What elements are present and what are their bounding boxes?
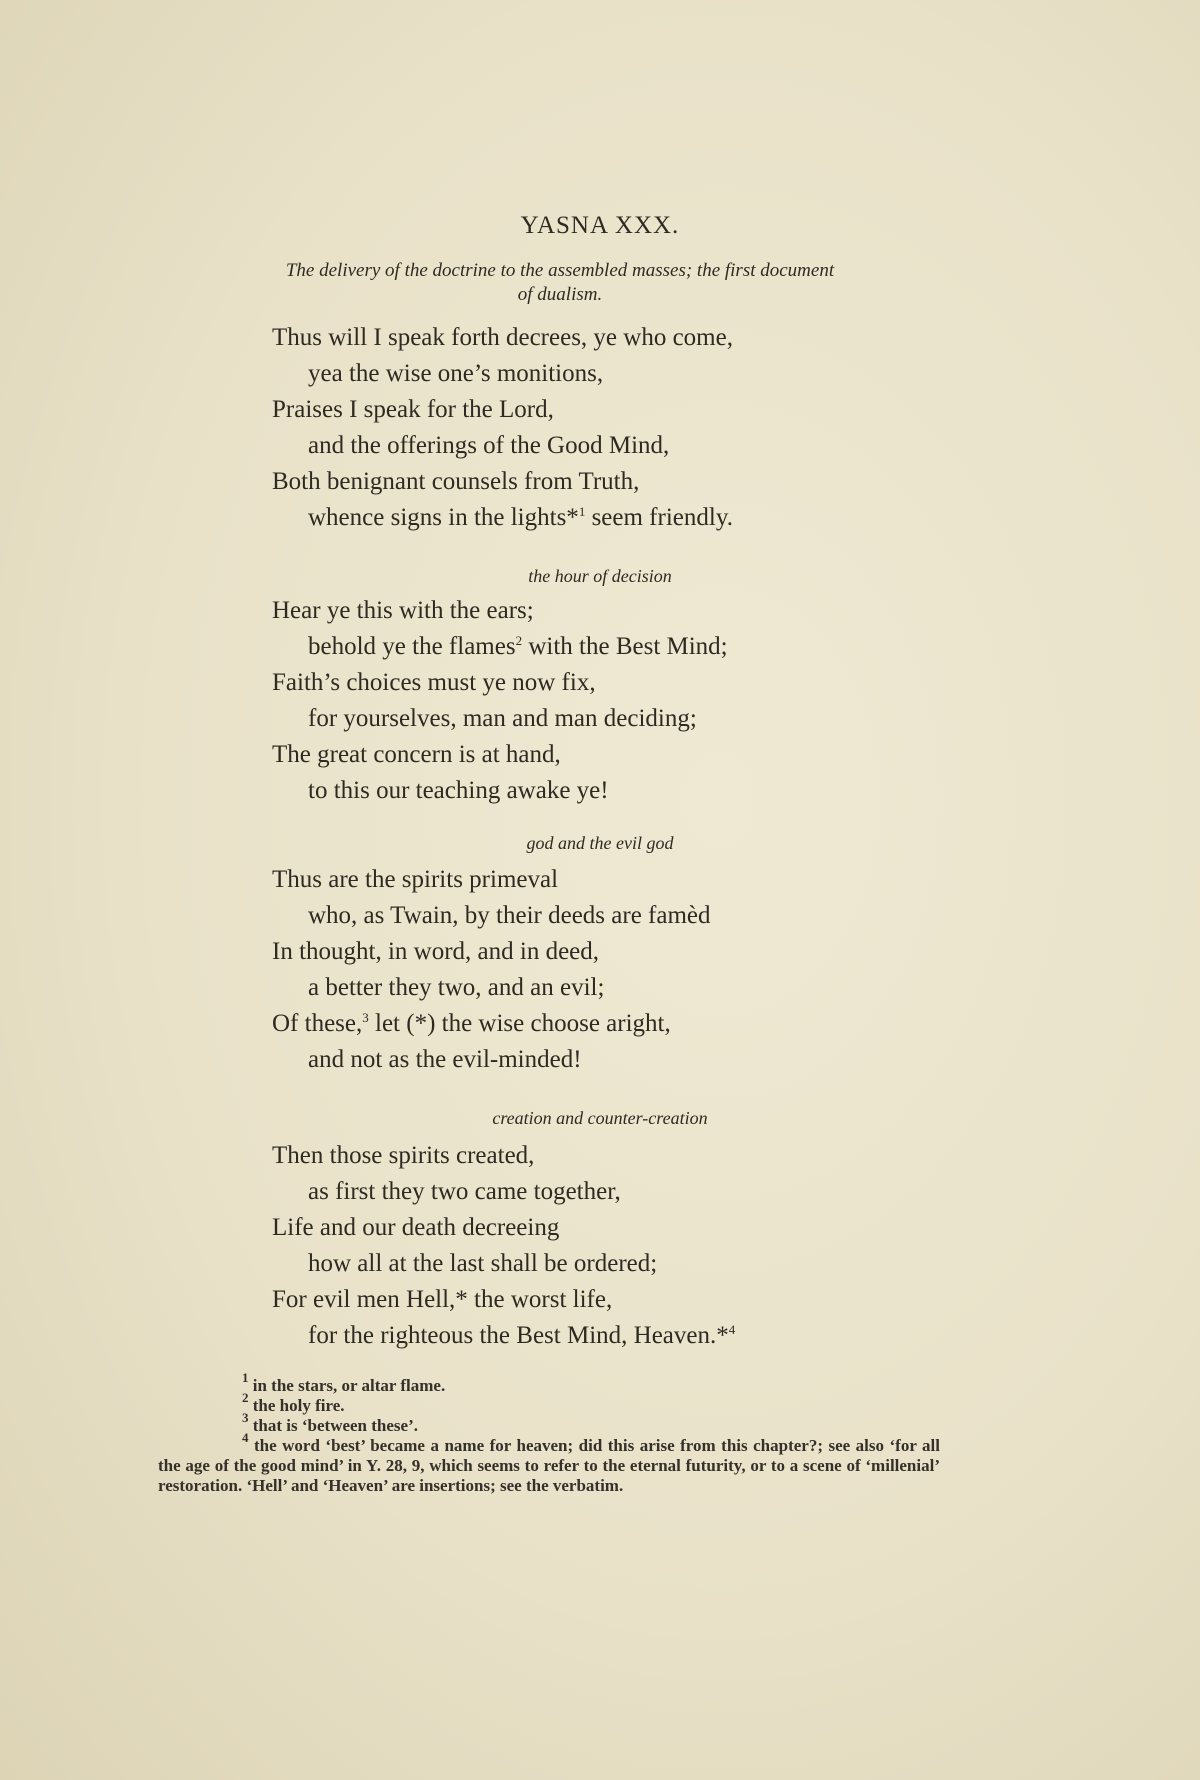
footnote-2 [158,1390,940,1416]
stanza-3 [272,862,972,1078]
section-heading: creation and counter-creation [492,1108,708,1128]
verse-line [272,1006,972,1042]
stanza-1 [272,320,972,536]
verse-line [272,629,972,665]
verse-line: Praises I speak for the Lord, [272,396,554,423]
verse-line: how all at the last shall be ordered; [308,1250,658,1277]
verse-line: Then those spirits created, [272,1142,535,1169]
verse-line: and the offerings of the Good Mind, [308,432,670,459]
verse-line: Both benignant counsels from Truth, [272,468,640,495]
verse-line: yea the wise one’s monitions, [308,360,604,387]
stanza-2 [272,593,972,809]
verse-line: to this our teaching awake ye! [308,777,609,804]
verse-line: In thought, in word, and in deed, [272,938,600,965]
section-heading: the hour of decision [528,566,672,586]
verse-text: behold ye the flames [308,633,516,660]
verse-line: for yourselves, man and man deciding; [308,705,697,732]
footnote-1 [158,1370,940,1396]
footnote-text: in the stars, or altar flame. [248,1376,446,1395]
footnote-3 [158,1410,940,1436]
footnote-ref: 4 [728,1322,736,1337]
verse-text: Of these, [272,1010,363,1037]
page-title: YASNA XXX. [520,212,680,239]
footnote-text: the word ‘best’ became a name for heaven; did this arise from this chapter?; see also ‘for all the age of the good mind’ in Y. 28, 9, which seems to refer to the eternal futurity, or to a scene of ‘millenial’ restoration. ‘Hell’ and ‘Heaven’ are insertions; see the verbatim. [158,1436,940,1495]
footnote-ref: 2 [515,633,523,648]
verse-text: let (*) the wise choose aright, [368,1010,671,1037]
verse-line: Hear ye this with the ears; [272,597,534,624]
footnote-4 [158,1430,940,1496]
verse-line: Thus are the spirits primeval [272,866,559,893]
verse-line: The great concern is at hand, [272,741,561,768]
footnote-ref: 1 [578,504,586,519]
footnote-mark: 3 [242,1410,249,1425]
verse-line: Life and our death decreeing [272,1214,560,1241]
verse-text: whence signs in the lights* [308,504,579,531]
verse-line: who, as Twain, by their deeds are famèd [308,902,711,929]
chapter-subtitle [160,259,960,307]
stanza-4 [272,1138,972,1354]
verse-line: Thus will I speak forth decrees, ye who come, [272,324,733,351]
verse-line: For evil men Hell,* the worst life, [272,1286,613,1313]
verse-line: Faith’s choices must ye now fix, [272,669,596,696]
footnote-text: the holy fire. [248,1396,345,1415]
verse-line: a better they two, and an evil; [308,974,605,1001]
verse-text: for the righteous the Best Mind, Heaven.* [308,1322,729,1349]
subtitle-line-1: The delivery of the doctrine to the assembled masses; the first document [285,260,835,281]
subtitle-line-2: of dualism. [517,284,603,305]
verse-line [272,500,972,536]
footnotes [158,1370,940,1496]
verse-line: and not as the evil-minded! [308,1046,582,1073]
footnote-ref: 3 [362,1010,369,1025]
verse-text: with the Best Mind; [522,633,728,660]
verse-line [272,1318,972,1354]
footnote-text: that is ‘between these’. [248,1416,418,1435]
verse-line: as first they two came together, [308,1178,621,1205]
footnote-mark: 1 [242,1370,249,1385]
footnote-mark: 4 [242,1430,249,1445]
section-heading: god and the evil god [526,833,674,853]
verse-text: seem friendly. [585,504,733,531]
footnote-mark: 2 [242,1390,249,1405]
